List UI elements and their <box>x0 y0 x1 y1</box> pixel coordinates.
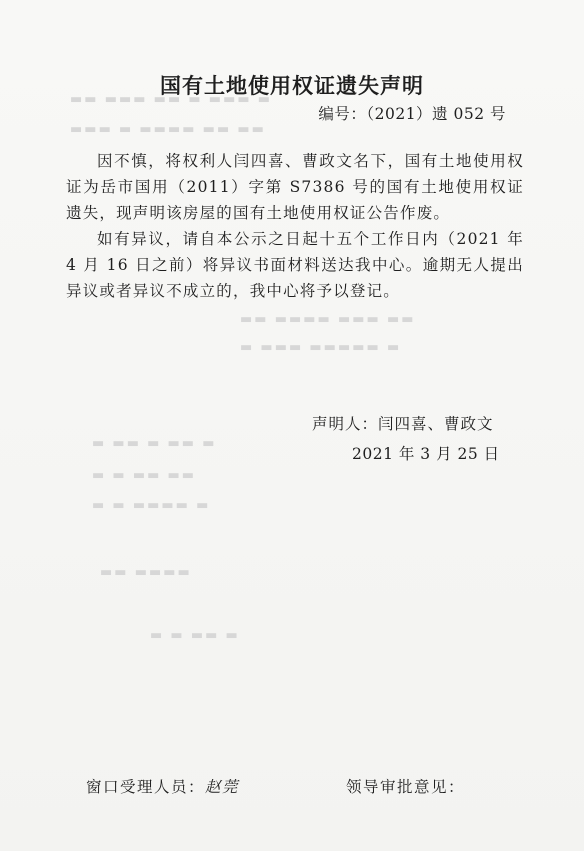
declaration-date: 2021 年 3 月 25 日 <box>352 445 500 463</box>
window-receiver-name: 赵莞 <box>205 778 240 796</box>
bleed-through-mark: ▬ ▬ ▬▬ ▬▬ <box>92 468 197 483</box>
bleed-through-mark: ▬ ▬▬ ▬ ▬▬ ▬ <box>92 436 217 451</box>
bleed-through-mark: ▬ ▬ ▬▬▬▬ ▬ <box>92 498 211 513</box>
document-number: 编号：（2021）遗 052 号 <box>318 105 506 123</box>
bleed-through-mark: ▬ ▬▬▬ ▬▬▬▬▬ ▬ <box>240 340 402 355</box>
page-title: 国有土地使用权证遗失声明 <box>160 74 424 98</box>
window-receiver-line <box>86 775 239 797</box>
declarant-line: 声明人：闫四喜、曹政文 <box>312 415 494 433</box>
bleed-through-mark: ▬▬ ▬▬▬▬ ▬▬▬ ▬▬ <box>240 312 416 327</box>
bleed-through-mark: ▬▬▬ ▬ ▬▬▬▬ ▬▬ ▬▬ <box>70 122 266 137</box>
leader-approval-label: 领导审批意见： <box>346 778 466 796</box>
bleed-through-mark: ▬ ▬ ▬▬ ▬ <box>150 628 240 643</box>
bleed-through-mark: ▬▬ ▬▬▬ ▬▬ ▬ ▬▬▬ ▬ <box>70 92 273 107</box>
window-receiver-label: 窗口受理人员： <box>86 778 206 796</box>
notice-paragraph-1: 因不慎，将权利人闫四喜、曹政文名下，国有土地使用权证为岳市国用（2011）字第 S7386 号的国有土地使用权证遗失，现声明该房屋的国有土地使用权证公告作废。 <box>66 152 524 222</box>
bleed-through-mark: ▬▬ ▬▬▬▬ <box>100 565 192 580</box>
notice-paragraph-2: 如有异议，请自本公示之日起十五个工作日内（2021 年 4 月 16 日之前）将异议书面材料送达我中心。逾期无人提出异议或者异议不成立的，我中心将予以登记。 <box>66 230 524 300</box>
